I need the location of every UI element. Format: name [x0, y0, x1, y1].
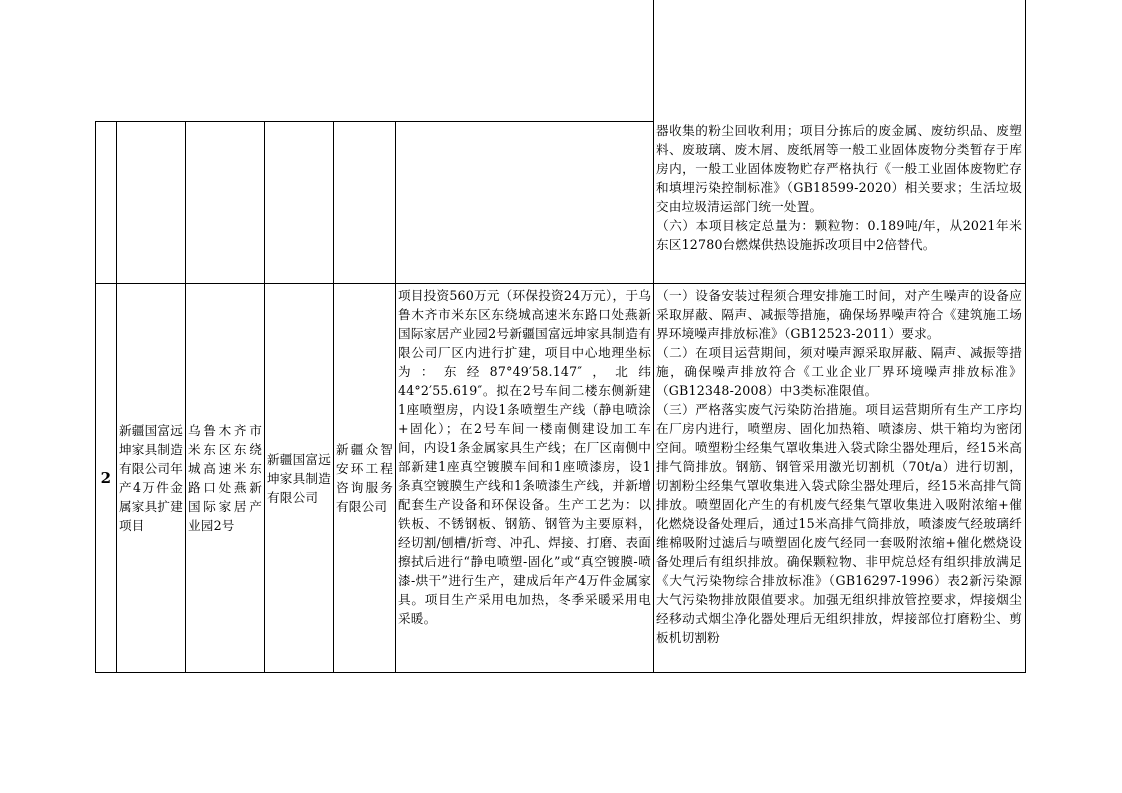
table-border-top: [95, 121, 653, 122]
column-divider-5: [395, 121, 396, 672]
row2-measure-paragraph: （二）在项目运营期间，须对噪声源采取屏蔽、隔声、减振等措施，确保噪声排放符合《工业企业厂界环境噪声排放标准》（GB12348-2008）中3类标准限值。: [656, 345, 1022, 398]
column-divider-6: [653, 0, 654, 672]
column-divider-3: [264, 121, 265, 672]
row2-builder-cell: [267, 284, 331, 672]
construction-unit: 新疆国富远坤家具制造有限公司: [267, 451, 331, 505]
row1-measures-cell: [656, 121, 1022, 282]
table-border-right: [1025, 0, 1026, 672]
row2-content-cell: [398, 286, 651, 670]
row1-measure-paragraph: 器收集的粉尘回收利用；项目分拣后的废金属、废纺织品、废塑料、废玻璃、废木屑、废纸屑等一般工业固体废物分类暂存于库房内，一般工业固体废物贮存严格执行《一般工业固体废物贮存和填埋污染控制标准》（GB18599-2020）相关要求；生活垃圾交由垃圾清运部门统一处置。: [656, 123, 1022, 214]
row2-measures-cell: [656, 286, 1022, 671]
project-location: 乌鲁木齐市米东区东绕城高速米东路口处燕新国际家居产业园2号: [188, 423, 262, 533]
row1-measure-paragraph: （六）本项目核定总量为：颗粒物：0.189吨/年，从2021年米东区12780台燃煤供热设施拆改项目中2倍替代。: [656, 218, 1022, 252]
project-content: 项目投资560万元（环保投资24万元），于乌鲁木齐市米东区东绕城高速米东路口处燕新国际家居产业园2号新疆国富远坤家具制造有限公司厂区内进行扩建，项目中心地理坐标为：东经87°49′58.147″，北纬44°2′55.619″。拟在2号车间二楼东侧新建1座喷塑房，内设1条喷塑生产线（静电喷涂+固化）；在2号车间一楼南侧建设加工车间，内设1条金属家具生产线；在厂区南侧中部新建1座真空镀膜车间和1座喷漆房，设1条真空镀膜生产线和1条喷漆生产线，并新增配套生产设备和环保设备。生产工艺为：以铁板、不锈钢板、钢筋、钢管为主要原料，经切割/刨槽/折弯、冲孔、焊接、打磨、表面擦拭后进行“静电喷塑-固化”或“真空镀膜-喷漆-烘干”进行生产，建成后年产4万件金属家具。项目生产采用电加热，冬季采暖采用电采暖。: [398, 288, 651, 626]
table-border-bottom: [95, 672, 1026, 673]
column-divider-4: [333, 121, 334, 672]
column-divider-1: [116, 121, 117, 672]
row2-measure-paragraph: （三）严格落实废气污染防治措施。项目运营期所有生产工序均在厂房内进行，喷塑房、固化加热箱、喷漆房、烘干箱均为密闭空间。喷塑粉尘经集气罩收集进入袋式除尘器处理后，经15米高排气筒排放。钢筋、钢管采用激光切割机（70t/a）进行切割，切割粉尘经集气罩收集进入袋式除尘器处理后，经15米高排气筒排放。喷塑固化产生的有机废气经集气罩收集进入吸附浓缩+催化燃烧设备处理后，通过15米高排气筒排放，喷漆废气经玻璃纤维棉吸附过滤后与喷塑固化废气经同一套吸附浓缩+催化燃烧设备处理后有组织排放。确保颗粒物、非甲烷总烃有组织排放满足《大气污染物综合排放标准》（GB16297-1996）表2新污染源大气污染物排放限值要求。加强无组织排放管控要求，焊接烟尘经移动式烟尘净化器处理后无组织排放，焊接部位打磨粉尘、剪板机切割粉: [656, 402, 1022, 645]
row2-evaluator-cell: [336, 284, 393, 672]
row2-measure-paragraph: （一）设备安装过程须合理安排施工时间，对产生噪声的设备应采取屏蔽、隔声、减振等措施，确保场界噪声符合《建筑施工场界环境噪声排放标准》（GB12523-2011）要求。: [656, 288, 1022, 341]
row2-project-name-cell: [119, 284, 183, 672]
row2-location-cell: [188, 284, 262, 672]
row2-index: 2: [100, 468, 112, 487]
column-divider-2: [185, 121, 186, 672]
eia-unit: 新疆众智安环工程咨询服务有限公司: [336, 442, 393, 514]
project-name: 新疆国富远坤家具制造有限公司年产4万件金属家具扩建项目: [119, 423, 183, 533]
